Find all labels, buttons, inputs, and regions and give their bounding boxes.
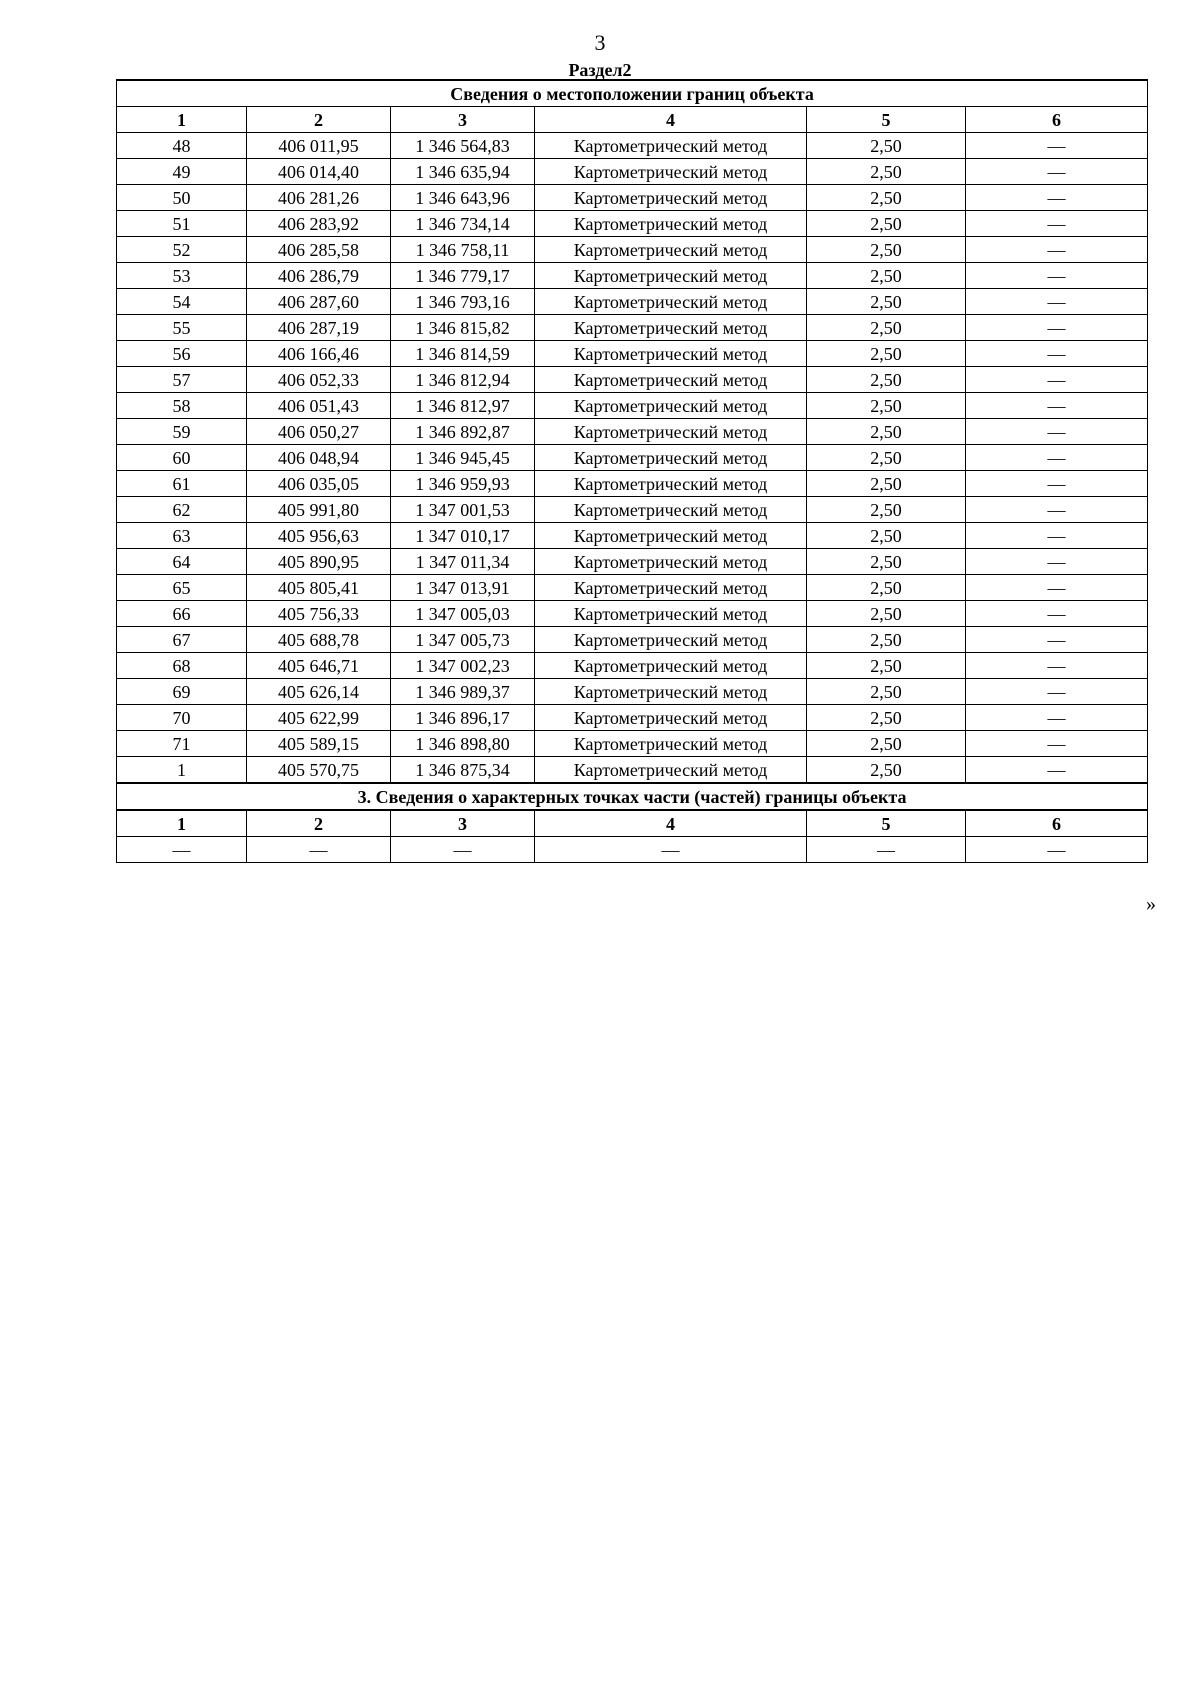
table-cell-1: 62: [117, 497, 247, 523]
table-cell-3: 1 346 779,17: [391, 263, 535, 289]
table-row: [117, 679, 1148, 705]
table-body: [117, 80, 1148, 863]
table-cell-3: 1 346 758,11: [391, 237, 535, 263]
table-row: [117, 471, 1148, 497]
table-cell-2: 405 626,14: [247, 679, 391, 705]
table-cell-3: 1 346 812,94: [391, 367, 535, 393]
table-cell-6: —: [966, 159, 1148, 185]
table-row: [117, 523, 1148, 549]
table-cell-1: 53: [117, 263, 247, 289]
table-cell-3: 1 347 011,34: [391, 549, 535, 575]
table-cell-3: 1 346 959,93: [391, 471, 535, 497]
table-cell-1: 52: [117, 237, 247, 263]
table-cell-5: 2,50: [807, 575, 966, 601]
table-cell-3: 1 346 564,83: [391, 133, 535, 159]
table-cell-5: 2,50: [807, 497, 966, 523]
table-cell-2: 405 688,78: [247, 627, 391, 653]
table-cell-4: Картометрический метод: [535, 367, 807, 393]
table-cell-6: —: [966, 549, 1148, 575]
part-column-header-5: 5: [807, 810, 966, 837]
table-cell-6: —: [966, 341, 1148, 367]
closing-quote-mark: »: [1146, 893, 1156, 915]
table-cell-1: 60: [117, 445, 247, 471]
table-cell-4: Картометрический метод: [535, 471, 807, 497]
table-cell-2: 405 589,15: [247, 731, 391, 757]
table-title: [117, 80, 1148, 107]
table-cell-5: 2,50: [807, 315, 966, 341]
table-cell-2: 406 286,79: [247, 263, 391, 289]
table-row: [117, 315, 1148, 341]
table-cell-4: Картометрический метод: [535, 289, 807, 315]
table-cell-3: 1 346 989,37: [391, 679, 535, 705]
table-cell-5: 2,50: [807, 159, 966, 185]
boundary-coordinates-table: [116, 79, 1148, 863]
table-cell-6: —: [966, 523, 1148, 549]
table-cell-4: Картометрический метод: [535, 445, 807, 471]
part-table-cell-5: —: [807, 837, 966, 863]
table-cell-6: —: [966, 497, 1148, 523]
table-cell-6: —: [966, 757, 1148, 784]
column-header-2: 2: [247, 107, 391, 133]
table-cell-4: Картометрический метод: [535, 705, 807, 731]
table-cell-5: 2,50: [807, 419, 966, 445]
table-row: [117, 601, 1148, 627]
table-row: [117, 445, 1148, 471]
column-header-4: 4: [535, 107, 807, 133]
table-cell-5: 2,50: [807, 211, 966, 237]
table-cell-1: 69: [117, 679, 247, 705]
table-cell-2: 406 035,05: [247, 471, 391, 497]
table-row: [117, 289, 1148, 315]
table-cell-3: 1 346 734,14: [391, 211, 535, 237]
table-cell-6: —: [966, 419, 1148, 445]
table-cell-2: 405 890,95: [247, 549, 391, 575]
table-cell-2: 406 050,27: [247, 419, 391, 445]
table-cell-4: Картометрический метод: [535, 315, 807, 341]
table-row: [117, 497, 1148, 523]
table-cell-5: 2,50: [807, 705, 966, 731]
table-row: [117, 263, 1148, 289]
table-row: [117, 627, 1148, 653]
table-cell-3: 1 346 896,17: [391, 705, 535, 731]
table-cell-6: —: [966, 185, 1148, 211]
table-cell-1: 59: [117, 419, 247, 445]
table-cell-3: 1 347 002,23: [391, 653, 535, 679]
table-cell-5: 2,50: [807, 523, 966, 549]
table-cell-6: —: [966, 471, 1148, 497]
table-cell-6: —: [966, 289, 1148, 315]
table-cell-5: 2,50: [807, 263, 966, 289]
table-cell-5: 2,50: [807, 757, 966, 784]
table-cell-2: 405 570,75: [247, 757, 391, 784]
table-cell-5: 2,50: [807, 549, 966, 575]
table-cell-2: 406 287,60: [247, 289, 391, 315]
table-cell-1: 55: [117, 315, 247, 341]
table-cell-6: —: [966, 237, 1148, 263]
part-table-cell-4: —: [535, 837, 807, 863]
part-column-header-4: 4: [535, 810, 807, 837]
table-cell-4: Картометрический метод: [535, 185, 807, 211]
table-row: [117, 757, 1148, 784]
table-cell-4: Картометрический метод: [535, 419, 807, 445]
table-cell-5: 2,50: [807, 471, 966, 497]
table-cell-4: Картометрический метод: [535, 159, 807, 185]
table-cell-1: 58: [117, 393, 247, 419]
table-cell-1: 68: [117, 653, 247, 679]
table-row: [117, 237, 1148, 263]
table-row: [117, 705, 1148, 731]
table-cell-1: 66: [117, 601, 247, 627]
part-column-header-3: 3: [391, 810, 535, 837]
table-cell-6: —: [966, 627, 1148, 653]
table-row: [117, 575, 1148, 601]
header-row: [117, 107, 1148, 133]
table-row: [117, 393, 1148, 419]
table-cell-3: 1 346 793,16: [391, 289, 535, 315]
table-cell-4: Картометрический метод: [535, 653, 807, 679]
table-cell-2: 405 991,80: [247, 497, 391, 523]
table-cell-2: 406 281,26: [247, 185, 391, 211]
table-cell-1: 57: [117, 367, 247, 393]
table-cell-2: 406 166,46: [247, 341, 391, 367]
table-cell-1: 67: [117, 627, 247, 653]
table-cell-3: 1 346 635,94: [391, 159, 535, 185]
part-table-row: [117, 837, 1148, 863]
part-column-header-6: 6: [966, 810, 1148, 837]
table-cell-4: Картометрический метод: [535, 601, 807, 627]
table-cell-6: —: [966, 211, 1148, 237]
table-cell-5: 2,50: [807, 679, 966, 705]
table-cell-4: Картометрический метод: [535, 731, 807, 757]
table-cell-1: 51: [117, 211, 247, 237]
table-cell-5: 2,50: [807, 393, 966, 419]
table-cell-2: 405 756,33: [247, 601, 391, 627]
table-cell-1: 71: [117, 731, 247, 757]
table-cell-4: Картометрический метод: [535, 497, 807, 523]
table-row: [117, 731, 1148, 757]
table-cell-2: 406 052,33: [247, 367, 391, 393]
table-row: [117, 159, 1148, 185]
table-cell-6: —: [966, 705, 1148, 731]
column-header-6: 6: [966, 107, 1148, 133]
table-cell-1: 49: [117, 159, 247, 185]
table-cell-4: Картометрический метод: [535, 575, 807, 601]
table-cell-6: —: [966, 133, 1148, 159]
table-cell-2: 405 622,99: [247, 705, 391, 731]
table-cell-3: 1 347 001,53: [391, 497, 535, 523]
table-cell-2: 406 014,40: [247, 159, 391, 185]
table-cell-3: 1 346 875,34: [391, 757, 535, 784]
table-title-cell: Сведения о местоположении границ объекта: [117, 80, 1148, 107]
table-row: [117, 367, 1148, 393]
table-cell-4: Картометрический метод: [535, 523, 807, 549]
column-header-3: 3: [391, 107, 535, 133]
table-cell-3: 1 346 892,87: [391, 419, 535, 445]
page-number: 3: [594, 30, 606, 55]
column-header-1: 1: [117, 107, 247, 133]
part-table-cell-6: —: [966, 837, 1148, 863]
table-cell-1: 61: [117, 471, 247, 497]
table-cell-3: 1 346 898,80: [391, 731, 535, 757]
table-cell-3: 1 346 814,59: [391, 341, 535, 367]
table-cell-6: —: [966, 445, 1148, 471]
table-cell-3: 1 346 815,82: [391, 315, 535, 341]
table-row: [117, 341, 1148, 367]
table-cell-2: 406 011,95: [247, 133, 391, 159]
table-cell-4: Картометрический метод: [535, 211, 807, 237]
table-cell-5: 2,50: [807, 653, 966, 679]
table-cell-4: Картометрический метод: [535, 757, 807, 784]
table-cell-3: 1 346 643,96: [391, 185, 535, 211]
table-cell-1: 65: [117, 575, 247, 601]
table-cell-3: 1 347 005,03: [391, 601, 535, 627]
part-table-title-cell: 3. Сведения о характерных точках части (частей) границы объекта: [117, 783, 1148, 810]
table-cell-4: Картометрический метод: [535, 237, 807, 263]
table-cell-2: 406 283,92: [247, 211, 391, 237]
table-row: [117, 185, 1148, 211]
table-cell-5: 2,50: [807, 445, 966, 471]
part-table-cell-2: —: [247, 837, 391, 863]
table-row: [117, 211, 1148, 237]
table-cell-5: 2,50: [807, 133, 966, 159]
section-title: Раздел2: [568, 60, 632, 80]
table-cell-4: Картометрический метод: [535, 627, 807, 653]
table-cell-6: —: [966, 679, 1148, 705]
part-table-title: [117, 783, 1148, 810]
table-cell-4: Картометрический метод: [535, 263, 807, 289]
table-cell-6: —: [966, 315, 1148, 341]
table-cell-2: 406 048,94: [247, 445, 391, 471]
table-cell-4: Картометрический метод: [535, 679, 807, 705]
table-cell-5: 2,50: [807, 185, 966, 211]
table-row: [117, 419, 1148, 445]
table-row: [117, 653, 1148, 679]
table-cell-3: 1 346 945,45: [391, 445, 535, 471]
table-row: [117, 133, 1148, 159]
table-cell-1: 50: [117, 185, 247, 211]
table-row: [117, 549, 1148, 575]
table-cell-1: 48: [117, 133, 247, 159]
table-cell-5: 2,50: [807, 731, 966, 757]
table-cell-1: 54: [117, 289, 247, 315]
part-table-cell-1: —: [117, 837, 247, 863]
table-cell-5: 2,50: [807, 237, 966, 263]
table-cell-6: —: [966, 393, 1148, 419]
part-column-header-1: 1: [117, 810, 247, 837]
table-cell-5: 2,50: [807, 341, 966, 367]
table-cell-3: 1 347 005,73: [391, 627, 535, 653]
table-cell-1: 64: [117, 549, 247, 575]
table-cell-1: 70: [117, 705, 247, 731]
table-cell-3: 1 347 010,17: [391, 523, 535, 549]
table-cell-5: 2,50: [807, 627, 966, 653]
column-header-5: 5: [807, 107, 966, 133]
table-cell-2: 405 646,71: [247, 653, 391, 679]
table-cell-6: —: [966, 653, 1148, 679]
table-cell-2: 406 287,19: [247, 315, 391, 341]
part-header-row: [117, 810, 1148, 837]
table-cell-2: 405 805,41: [247, 575, 391, 601]
table-cell-6: —: [966, 575, 1148, 601]
table-cell-6: —: [966, 367, 1148, 393]
table-cell-3: 1 347 013,91: [391, 575, 535, 601]
table-cell-4: Картометрический метод: [535, 393, 807, 419]
table-cell-6: —: [966, 731, 1148, 757]
table-cell-6: —: [966, 263, 1148, 289]
table-cell-5: 2,50: [807, 601, 966, 627]
part-table-cell-3: —: [391, 837, 535, 863]
table-cell-4: Картометрический метод: [535, 549, 807, 575]
table-cell-4: Картометрический метод: [535, 341, 807, 367]
table-cell-1: 63: [117, 523, 247, 549]
table-cell-5: 2,50: [807, 289, 966, 315]
table-cell-4: Картометрический метод: [535, 133, 807, 159]
table-cell-2: 406 051,43: [247, 393, 391, 419]
table-cell-2: 405 956,63: [247, 523, 391, 549]
table-cell-6: —: [966, 601, 1148, 627]
table-cell-1: 56: [117, 341, 247, 367]
table-cell-2: 406 285,58: [247, 237, 391, 263]
part-column-header-2: 2: [247, 810, 391, 837]
table-cell-5: 2,50: [807, 367, 966, 393]
table-cell-1: 1: [117, 757, 247, 784]
table-cell-3: 1 346 812,97: [391, 393, 535, 419]
